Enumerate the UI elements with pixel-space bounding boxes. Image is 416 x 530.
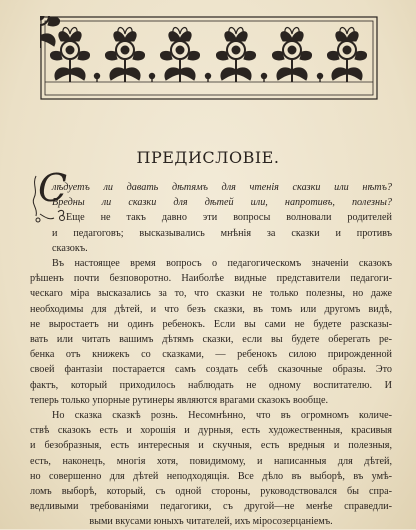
text-line: ствѣ сказокъ есть и хорошія и дурныя, есть художественныя, красивыя [30,425,392,437]
text-line: Въ настоящее время вопросъ о педагогическомъ значеніи сказокъ [52,258,392,270]
text-line: своей фантазіи постарается самъ создать себѣ сказочные образы. Это [30,364,392,376]
text-line: необходимы для дѣтей, и что безъ сказки, въ томъ или другомъ видѣ, [30,303,392,315]
text-line: лѣдуетъ ли давать дѣтямъ для чтенія сказки или нѣтъ? [52,182,392,193]
text-line: и педагоговъ; высказывались мнѣнія за сказки и противъ [52,227,392,239]
text-line: не выростаетъ ни одинъ ребенокъ. Если вы сами не будете разсказы- [30,318,392,330]
text-line: ческаго міра высказались за то, что сказки не только полезны, но даже [30,288,392,300]
text-line: но совершенно для дѣтей неподходящія. Все дѣло въ выборѣ, въ умѣ- [30,470,392,482]
text-line: теперь только упорные рутинеры являются врагами сказокъ вообще. [30,394,329,406]
text-line: бенка отъ книжекъ со сказками, — ребенокъ силою прирожденной [30,349,392,361]
decorative-header-ornament [40,16,378,100]
text-line: ломъ выборѣ, который, съ одной стороны, руководствовался бы спра- [30,486,392,498]
text-line: фактъ, который приходилось наблюдать не одному воспитателю. И [30,379,392,391]
text-line: и безобразныя, есть интересныя и скучныя, есть вредныя и полезныя, [30,440,392,452]
text-line: есть, наконецъ, многія хотя, повидимому, и написанныя для дѣтей, [30,455,392,467]
text-line: сказокъ. [52,242,88,254]
text-line: рѣшенъ почти безповоротно. Наиболѣе видные представители педагоги- [30,273,392,285]
preface-text [30,180,392,530]
text-line: Еще не такъ давно эти вопросы волновали родителей [66,212,392,224]
text-line: Вредны ли сказки для дѣтей или, напротивъ, полезны? [52,197,392,209]
text-line: выми вкусами юныхъ читателей, ихъ міросозерцаніемъ. [89,516,333,528]
page-title: ПРЕДИСЛОВIЕ. [136,148,280,167]
dropcap-letter: С [38,166,68,210]
text-line: ведливыми требованіями педагогики, съ другой—не менѣе справедли- [30,501,392,513]
text-line: Но сказка сказкѣ рознь. Несомнѣнно, что въ огромномъ количе- [52,410,392,422]
text-line: вать или читать вашимъ дѣтямъ сказки, если вы будете оберегать ре- [30,334,392,346]
